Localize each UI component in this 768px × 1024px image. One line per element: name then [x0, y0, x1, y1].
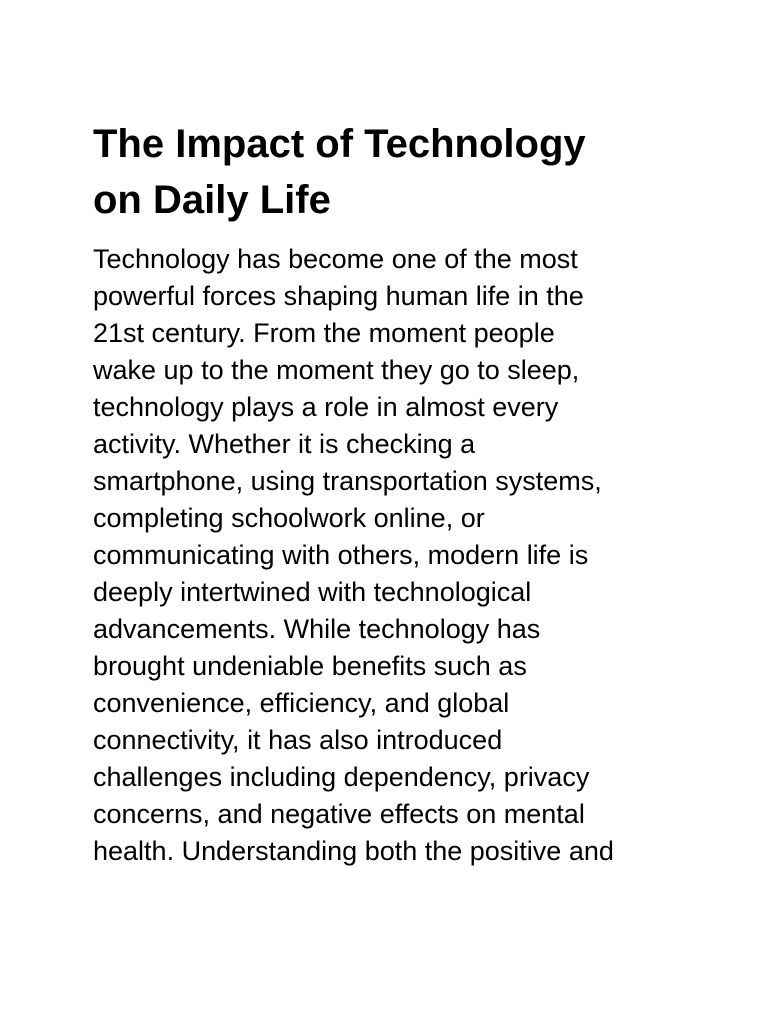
title-line: on Daily Life: [93, 178, 331, 222]
title-line: The Impact of Technology: [93, 122, 586, 166]
paragraph-line: wake up to the moment they go to sleep,: [93, 355, 580, 385]
paragraph-line: completing schoolwork online, or: [93, 503, 485, 533]
paragraph-line: connectivity, it has also introduced: [93, 725, 503, 755]
paragraph-line: activity. Whether it is checking a: [93, 429, 476, 459]
body-paragraph: [93, 241, 733, 870]
paragraph-line: health. Understanding both the positive and: [93, 836, 614, 866]
page-title: [93, 116, 713, 228]
paragraph-line: concerns, and negative effects on mental: [93, 799, 585, 829]
paragraph-line: technology plays a role in almost every: [93, 392, 559, 422]
paragraph-line: smartphone, using transportation systems,: [93, 466, 602, 496]
paragraph-line: brought undeniable benefits such as: [93, 651, 527, 681]
paragraph-line: communicating with others, modern life is: [93, 540, 589, 570]
paragraph-line: challenges including dependency, privacy: [93, 762, 590, 792]
paragraph-line: Technology has become one of the most: [93, 244, 578, 274]
paragraph-line: deeply intertwined with technological: [93, 577, 532, 607]
paragraph-line: convenience, efficiency, and global: [93, 688, 510, 718]
paragraph-line: powerful forces shaping human life in the: [93, 281, 584, 311]
paragraph-line: 21st century. From the moment people: [93, 318, 555, 348]
paragraph-line: advancements. While technology has: [93, 614, 541, 644]
